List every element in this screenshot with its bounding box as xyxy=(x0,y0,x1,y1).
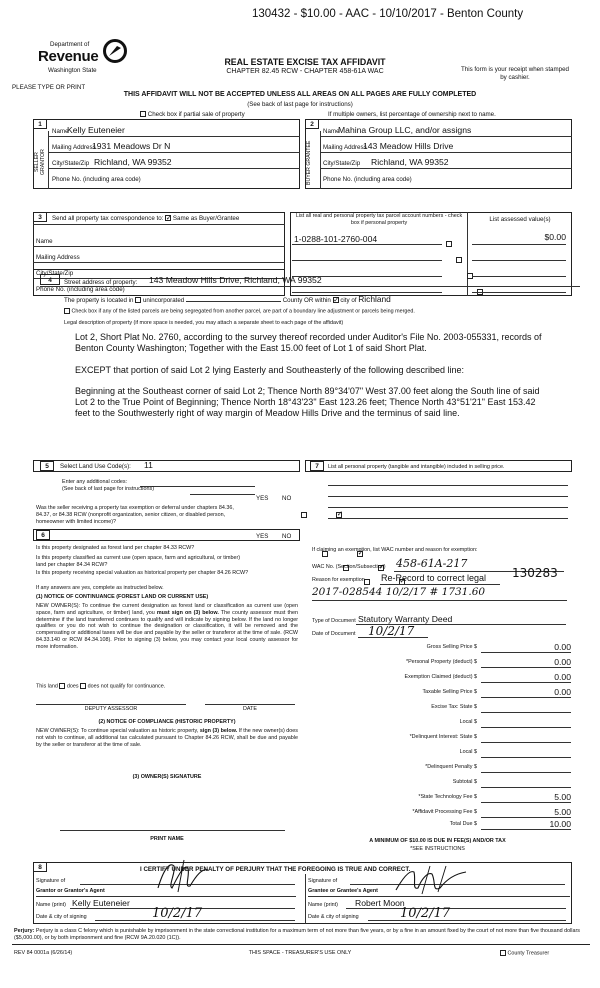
buyer-phone-label: Phone No. (including area code) xyxy=(323,176,412,183)
notice-continuance-title: (1) NOTICE OF CONTINUANCE (FOREST LAND OR CURRENT USE) xyxy=(36,594,209,600)
section-number-8: 8 xyxy=(33,862,47,872)
grantor-signature-label: Signature of xyxy=(36,878,66,884)
personal-property-label: List all personal property (tangible and intangible) included in selling price. xyxy=(328,464,505,470)
city-of-checkbox[interactable] xyxy=(333,297,339,303)
exemption-reason[interactable]: Re-Record to correct legal xyxy=(381,573,487,583)
document-type-label: Type of Document xyxy=(312,618,356,624)
seller-side-label: SELLER GRANTOR xyxy=(34,149,46,176)
qualify-row xyxy=(36,683,165,690)
legal-description-label: Legal description of property (if more space is needed, you may attach a separate sheet to each page of the affidavit) xyxy=(64,320,344,326)
exemption-reason-label: Reason for exemption xyxy=(312,577,365,583)
dor-emblem-icon xyxy=(103,38,127,64)
form-revision: REV 84 0001a (6/26/14) xyxy=(14,950,73,956)
grantor-signature-icon xyxy=(150,858,220,896)
assessed-header: List assessed value(s) xyxy=(489,216,551,223)
segregated-checkbox[interactable] xyxy=(64,308,70,314)
land-use-code[interactable]: 11 xyxy=(144,460,153,470)
buyer-side-label: BUYER GRANTEE xyxy=(306,140,312,185)
segregated-row xyxy=(64,308,415,315)
seller-city[interactable]: Richland, WA 99352 xyxy=(94,157,172,167)
parcel-number-1[interactable]: 1-0288-101-2760-004 xyxy=(294,234,378,244)
section-number-5: 5 xyxy=(40,461,54,471)
legal-paragraph-1: Lot 2, Short Plat No. 2760, according to the survey thereof recorded under Auditor's File No. 2003-055331, records of Benton County Washington; Together with the East 15.00 feet of Lot 1 of said Short Plat. xyxy=(75,332,542,354)
send-correspondence-row xyxy=(52,215,239,223)
warning-sub: (See back of last page for instructions) xyxy=(247,101,353,108)
document-date[interactable]: 10/2/17 xyxy=(368,624,415,638)
buyer-address[interactable]: 143 Meadow Hills Drive xyxy=(363,141,454,151)
exemption-question: Was the seller receiving a property tax exemption or deferral under chapters 84.36, 84.37, or 84.38 RCW (nonprofit organization, senior citizen, or disabled person, homeowner with limited income)? xyxy=(36,505,234,525)
owner-signature-label: (3) OWNER(S) SIGNATURE xyxy=(132,774,202,780)
document-type[interactable]: Statutory Warranty Deed xyxy=(358,614,453,624)
same-as-buyer-label: Same as Buyer/Grantee xyxy=(172,215,240,222)
if-yes-instruction: If any answers are yes, complete as instructed below. xyxy=(36,585,164,591)
grantee-signing-date[interactable]: 10/2/17 xyxy=(400,906,451,921)
buyer-city-label: City/State/Zip xyxy=(323,160,361,167)
partial-sale-row xyxy=(140,111,245,119)
assessed-value-1[interactable]: $0.00 xyxy=(544,232,566,242)
same-as-buyer-checkbox[interactable] xyxy=(165,215,171,221)
grantor-date-label: Date & city of signing xyxy=(36,914,87,920)
section-number-1: 1 xyxy=(33,119,47,129)
grantee-printed-name[interactable]: Robert Moon xyxy=(355,898,405,908)
minimum-fee-note: A MINIMUM OF $10.00 IS DUE IN FEE(S) AND/OR TAX xyxy=(369,838,506,844)
grantee-signature-icon xyxy=(392,862,472,898)
section-number-6: 6 xyxy=(36,530,50,540)
county-treasurer-row xyxy=(500,950,549,957)
current-use-question: Is this property classified as current use (open space, farm and agricultural, or timber) land per chapter 84.34 RCW? xyxy=(36,555,241,568)
additional-codes-label: Enter any additional codes: xyxy=(62,479,128,485)
county-or-within-label: County OR within xyxy=(282,297,331,304)
grantee-agent-label: Grantee or Grantee's Agent xyxy=(308,888,378,894)
send-correspondence-label: Send all property tax correspondence to: xyxy=(52,215,164,222)
seller-address-label: Mailing Address xyxy=(52,144,96,151)
street-address-label: Street address of property: xyxy=(64,279,138,286)
grantor-printed-name[interactable]: Kelly Euteneier xyxy=(72,898,130,908)
grantor-signing-date[interactable]: 10/2/17 xyxy=(152,906,203,921)
exemption-no-checkbox[interactable] xyxy=(336,512,342,518)
form-title: REAL ESTATE EXCISE TAX AFFIDAVIT xyxy=(224,57,386,67)
correspondence-name-label: Name xyxy=(36,238,53,245)
agency-line2: Revenue xyxy=(38,48,99,65)
buyer-name[interactable]: Mahina Group LLC, and/or assigns xyxy=(338,125,472,135)
partial-sale-checkbox[interactable] xyxy=(140,111,146,117)
assessor-date-label: DATE xyxy=(243,706,257,712)
buyer-name-label: Name xyxy=(323,128,340,135)
wac-label: WAC No. (Section/Subsection) xyxy=(312,564,386,570)
legal-paragraph-2: EXCEPT that portion of said Lot 2 lying Easterly and Southeasterly of the following described line: xyxy=(75,364,465,375)
seller-address[interactable]: 1931 Meadows Dr N xyxy=(92,141,171,151)
parcel-header: List all real and personal property tax parcel account numbers - check box if personal property xyxy=(295,213,463,226)
located-in-label: The property is located in xyxy=(64,297,134,304)
s6-no-header: NO xyxy=(282,533,292,540)
handwritten-reference: 2017-028544 10/2/17 # 1731.60 xyxy=(312,586,486,598)
county-treasurer-label: County Treasurer xyxy=(507,950,550,957)
agency-line3: Washington State xyxy=(48,67,97,74)
grantor-agent-label: Grantor or Grantor's Agent xyxy=(36,888,105,894)
unincorporated-checkbox[interactable] xyxy=(135,297,141,303)
deputy-assessor-label: DEPUTY ASSESSOR xyxy=(84,706,138,712)
unincorporated-label: unincorporated xyxy=(142,297,185,304)
correspondence-phone-label: Phone No. (including area code) xyxy=(36,286,125,293)
notice-continuance-text: NEW OWNER(S): To continue the current designation as forest land or classification as current use (open space, farm and agriculture, or timber) land, you must sign on (3) below. The county assessor must then determine if the land transferred continues to qualify and will indicate by signing below. If the land no longer qualifies or you do not wish to continue the designation or classification, it will be removed and the compensating or additional taxes will be due and payable by the seller or transferor at the time of sale. (RCW 84.33.140 or RCW 84.34.108). Prior to signing (3) below, you may contact your local county assessor for more information. xyxy=(36,603,298,650)
perjury-label: Perjury: xyxy=(14,928,35,934)
perjury-text: Perjury is a class C felony which is punishable by imprisonment in the state correctional institution for a maximum term of not more than five years, or by a fine in an amount fixed by the court of not more than five thousand dollars ($5,000.00), or by both imprisonment and fine (RCW 9A.20.020 (1C)). xyxy=(14,928,580,941)
exemption-claim-label: If claiming an exemption, list WAC number and reason for exemption: xyxy=(312,547,478,553)
document-date-label: Date of Document xyxy=(312,631,356,637)
personal-property-checkbox-2[interactable] xyxy=(456,257,462,263)
reference-number: 130283 xyxy=(512,566,558,580)
treasurer-space-label: THIS SPACE - TREASURER'S USE ONLY xyxy=(248,950,352,956)
grantee-name-label: Name (print) xyxy=(308,902,338,908)
does-qualify-checkbox[interactable] xyxy=(59,683,65,689)
notice-compliance-text: NEW OWNER(S): To continue special valuation as historic property, sign (3) below. If the new owner(s) does not wish to continue, all additional tax calculated pursuant to Chapter 84.26 RCW, shall be due and payable by the seller or transferor at the time of sale. xyxy=(36,728,298,748)
section-number-3: 3 xyxy=(33,212,47,222)
s5-yes-header: YES xyxy=(256,495,269,502)
street-address[interactable]: 143 Meadow Hills Drive, Richland, WA 99352 xyxy=(149,275,322,285)
correspondence-city-label: City/State/Zip xyxy=(36,270,74,277)
this-land-label: This land xyxy=(36,683,58,690)
perjury-notice xyxy=(14,928,586,942)
grantee-signature-label: Signature of xyxy=(308,878,338,884)
notice-compliance-title: (2) NOTICE OF COMPLIANCE (HISTORIC PROPERTY) xyxy=(98,719,236,725)
partial-sale-label: Check box if partial sale of property xyxy=(147,111,245,118)
seller-city-label: City/State/Zip xyxy=(52,160,90,167)
historic-question: Is this property receiving special valuation as historical property per chapter 84.26 RCW? xyxy=(36,570,249,576)
buyer-city[interactable]: Richland, WA 99352 xyxy=(371,157,449,167)
warning-text: THIS AFFIDAVIT WILL NOT BE ACCEPTED UNLESS ALL AREAS ON ALL PAGES ARE FULLY COMPLETED xyxy=(123,91,477,98)
seller-name[interactable]: Kelly Euteneier xyxy=(67,125,125,135)
exemption-yes-checkbox[interactable] xyxy=(301,512,307,518)
seller-phone-label: Phone No. (including area code) xyxy=(52,176,141,183)
segregated-label: Check box if any of the listed parcels are being segregated from another parcel, are part of a boundary line adjustment or parcels being merged. xyxy=(71,308,415,315)
legal-paragraph-3: Beginning at the Southeast corner of said Lot 2; Thence North 89°34'07" West 37.00 feet along the South line of said Lot 2 to the True Point of Beginning; Thence North 18°43'23" East 123.26 feet; Thence North 43°51'21" East 153.42 feet to the Southwesterly right of way margin of Meadow Hills Drive and the terminus of said line. xyxy=(75,385,540,419)
property-location-row xyxy=(64,294,391,305)
s6-yes-header: YES xyxy=(256,533,269,540)
agency-line1: Department of xyxy=(50,41,90,48)
recording-stamp: 130432 - $10.00 - AAC - 10/10/2017 - Benton County xyxy=(252,8,524,20)
correspondence-address-label: Mailing Address xyxy=(36,254,80,261)
multiple-owners-note: If multiple owners, list percentage of ownership next to name. xyxy=(328,111,496,118)
does-label: does xyxy=(66,683,79,690)
type-or-print: PLEASE TYPE OR PRINT xyxy=(12,84,86,91)
forest-land-question: Is this property designated as forest land per chapter 84.33 RCW? xyxy=(36,545,195,551)
personal-property-checkbox-1[interactable] xyxy=(446,241,452,247)
land-use-label: Select Land Use Code(s): xyxy=(60,463,131,470)
certification-statement: I CERTIFY UNDER PENALTY OF PERJURY THAT THE FOREGOING IS TRUE AND CORRECT. xyxy=(140,866,411,873)
grantor-name-label: Name (print) xyxy=(36,902,66,908)
form-chapter: CHAPTER 82.45 RCW - CHAPTER 458-61A WAC xyxy=(226,68,384,75)
section-number-4: 4 xyxy=(40,274,60,285)
see-instructions-note: *SEE INSTRUCTIONS xyxy=(410,846,465,852)
grantee-date-label: Date & city of signing xyxy=(308,914,359,920)
seller-name-label: Name xyxy=(52,128,69,135)
city-of-label: city of xyxy=(340,297,357,304)
additional-codes-see-back: (See back of last page for instructions) xyxy=(62,486,154,492)
print-name-label: PRINT NAME xyxy=(150,836,184,842)
does-not-qualify-checkbox[interactable] xyxy=(80,683,86,689)
receipt-note: This form is your receipt when stamped by cashier. xyxy=(461,66,569,81)
county-treasurer-checkbox[interactable] xyxy=(500,950,506,956)
does-not-label: does not qualify for continuance. xyxy=(87,683,166,690)
wac-number[interactable]: 458-61A-217 xyxy=(396,557,468,570)
section-number-7: 7 xyxy=(310,461,324,471)
s5-no-header: NO xyxy=(282,495,292,502)
legal-description xyxy=(75,332,553,420)
buyer-address-label: Mailing Address xyxy=(323,144,367,151)
city-value[interactable]: Richland xyxy=(358,294,391,304)
section-number-2: 2 xyxy=(305,119,319,129)
